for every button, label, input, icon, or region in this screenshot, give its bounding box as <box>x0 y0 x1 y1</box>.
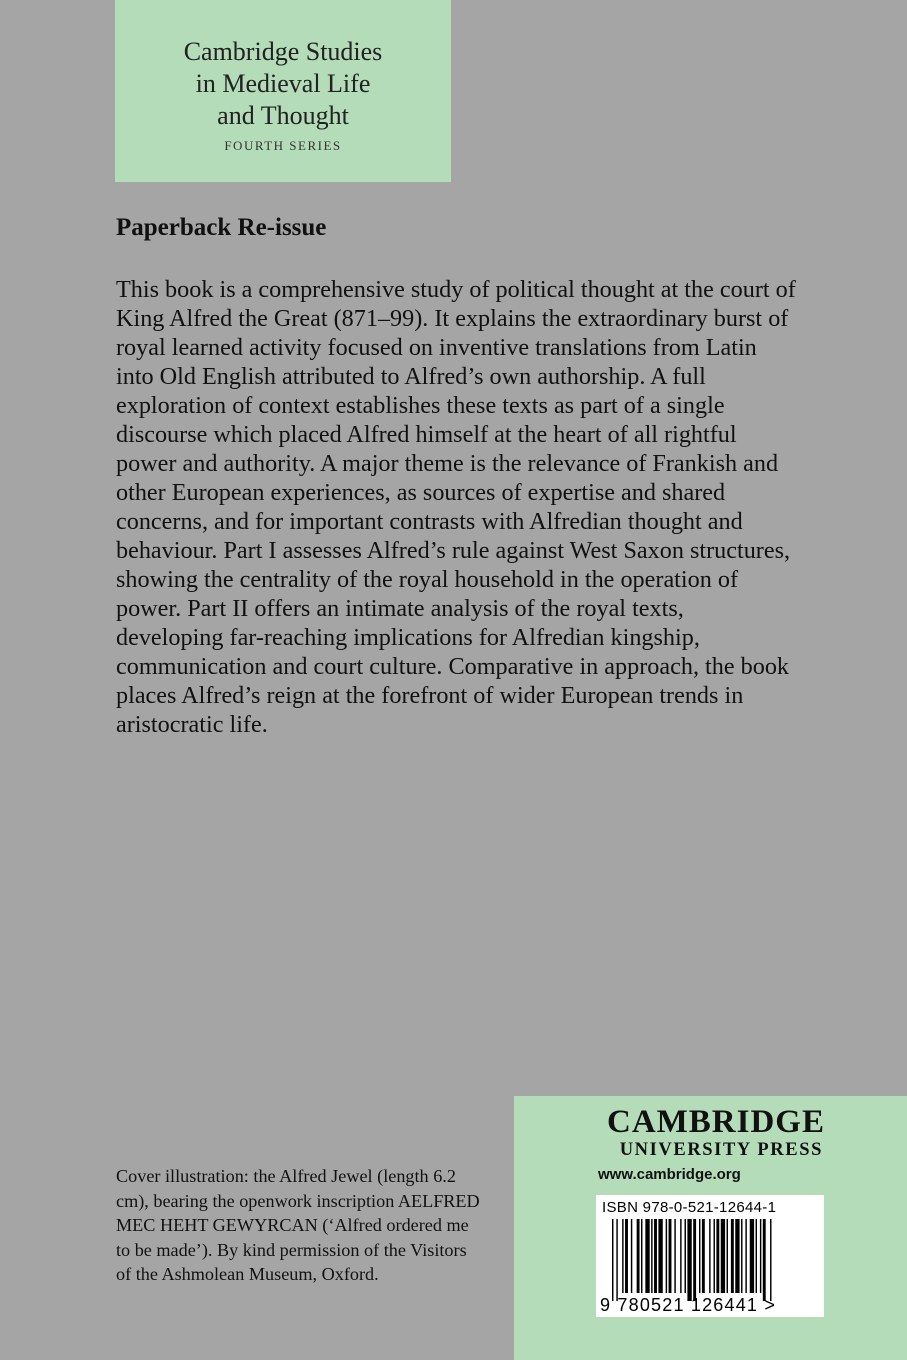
barcode-bar <box>721 1219 725 1293</box>
barcode-bar <box>685 1219 686 1293</box>
barcode-bar <box>669 1219 672 1293</box>
publisher-panel <box>514 1096 907 1360</box>
barcode-bar <box>625 1219 628 1293</box>
series-title-line-1: Cambridge Studies <box>183 37 383 66</box>
publisher-url[interactable]: www.cambridge.org <box>598 1166 741 1183</box>
series-subtitle: FOURTH SERIES <box>224 138 342 153</box>
publisher-name: CAMBRIDGE <box>606 1104 825 1140</box>
barcode-bar <box>716 1219 719 1293</box>
barcode-bar <box>616 1219 617 1301</box>
barcode-bar <box>763 1219 766 1301</box>
barcode-bar <box>745 1219 746 1293</box>
series-title <box>115 36 451 132</box>
barcode-bar <box>727 1219 728 1293</box>
barcode-bar <box>693 1219 696 1301</box>
barcode-bar <box>714 1219 715 1293</box>
series-panel <box>115 0 451 182</box>
barcode-bar <box>756 1219 757 1293</box>
barcode-bar <box>674 1219 675 1293</box>
barcode-bar <box>666 1219 667 1293</box>
barcode-bar <box>622 1219 623 1293</box>
barcode-bar <box>741 1219 742 1293</box>
barcode-bar <box>750 1219 754 1293</box>
barcode-bar <box>735 1219 739 1293</box>
barcode-bar <box>699 1219 700 1293</box>
barcode-bar <box>641 1219 642 1293</box>
barcode-bar <box>770 1219 771 1301</box>
barcode-bar <box>631 1219 632 1293</box>
book-description: This book is a comprehensive study of political thought at the court of King Alfred the Great (871–99). It explains the extraordinary burst of royal learned activity focused on inventive translations from Latin into Old English attributed to Alfred’s own authorship. A full exploration of context establishes these texts as part of a single discourse which placed Alfred himself at the heart of all rightful power and authority. A major theme is the relevance of Frankish and other European experiences, as sources of expertise and shared concerns, and for important contrasts with Alfredian thought and behaviour. Part I assesses Alfred’s rule against West Saxon structures, showing the centrality of the royal household in the operation of power. Part II offers an intimate analysis of the royal texts, developing far-reaching implications for Alfredian kingship, communication and court culture. Comparative in approach, the book places Alfred’s reign at the forefront of wider European trends in aristocratic life. <box>116 276 796 738</box>
barcode-bar <box>637 1219 640 1293</box>
barcode-bar <box>654 1219 657 1293</box>
barcode-bar <box>645 1219 649 1293</box>
barcode-bar <box>680 1219 681 1293</box>
barcode-bar <box>651 1219 652 1293</box>
barcode-bar <box>658 1219 662 1293</box>
series-title-line-3: and Thought <box>217 101 349 130</box>
isbn-label: ISBN 978-0-521-12644-1 <box>602 1199 777 1216</box>
series-title-line-2: in Medieval Life <box>195 69 371 98</box>
barcode-bar <box>687 1219 691 1301</box>
barcode-bar <box>760 1219 761 1293</box>
reissue-heading: Paperback Re-issue <box>116 214 327 241</box>
publisher-subname: UNIVERSITY PRESS <box>619 1140 823 1160</box>
barcode <box>596 1195 824 1317</box>
barcode-digits: 9 780521 126441 > <box>600 1295 777 1315</box>
barcode-bar <box>702 1219 705 1293</box>
cover-caption: Cover illustration: the Alfred Jewel (length 6.2 cm), bearing the openwork inscription AELFRED MEC HEHT GEWYRCAN (‘Alfred ordered me to be made’). By kind permission of the Visitors of the Ashmolean Museum, Oxford. <box>116 1166 480 1284</box>
barcode-bar <box>731 1219 734 1293</box>
barcode-bar <box>709 1219 710 1293</box>
barcode-bar <box>612 1219 613 1301</box>
